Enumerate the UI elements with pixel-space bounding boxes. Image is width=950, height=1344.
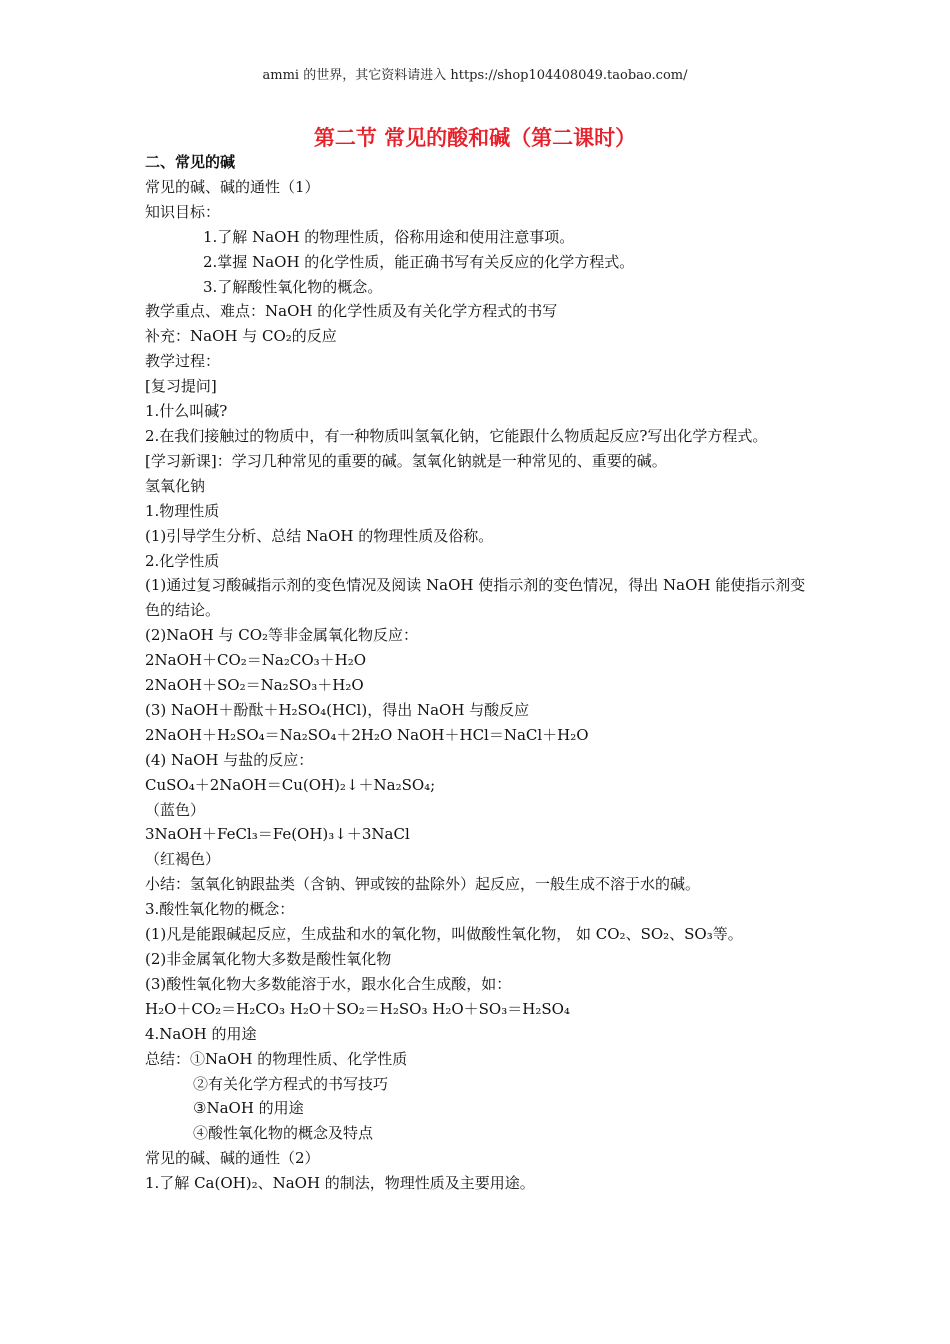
paragraph: 2.在我们接触过的物质中，有一种物质叫氢氧化钠，它能跟什么物质起反应?写出化学方程式。 — [145, 426, 768, 445]
summary-item: 总结：①NaOH 的物理性质、化学性质 — [145, 1049, 408, 1068]
section-heading: 二、常见的碱 — [145, 153, 236, 171]
paragraph: (3) NaOH＋酚酞＋H₂SO₄(HCl)，得出 NaOH 与酸反应 — [145, 700, 530, 719]
paragraph: 4.NaOH 的用途 — [145, 1024, 257, 1043]
paragraph: 3.酸性氧化物的概念： — [145, 900, 295, 919]
paragraph: 知识目标： — [145, 202, 221, 221]
paragraph: (1)凡是能跟碱起反应，生成盐和水的氧化物，叫做酸性氧化物， 如 CO₂、SO₂、SO₃等。 — [145, 925, 743, 944]
paragraph: 1.什么叫碱? — [145, 402, 228, 421]
objective-item: 3.了解酸性氧化物的概念。 — [203, 277, 383, 296]
paragraph: 小结：氢氧化钠跟盐类（含钠、钾或铵的盐除外）起反应，一般生成不溶于水的碱。 — [145, 875, 701, 894]
equation: H₂O＋CO₂＝H₂CO₃ H₂O＋SO₂＝H₂SO₃ H₂O＋SO₃＝H₂SO₄ — [145, 999, 570, 1018]
equation: CuSO₄＋2NaOH＝Cu(OH)₂↓＋Na₂SO₄; — [145, 775, 436, 794]
paragraph: (4) NaOH 与盐的反应： — [145, 750, 314, 769]
equation: 2NaOH＋SO₂＝Na₂SO₃＋H₂O — [145, 676, 364, 695]
equation: 2NaOH＋CO₂＝Na₂CO₃＋H₂O — [145, 651, 367, 670]
paragraph: [学习新课]：学习几种常见的重要的碱。氢氧化钠就是一种常见的、重要的碱。 — [145, 451, 667, 470]
subsection-heading: 常见的碱、碱的通性（1） — [145, 177, 320, 196]
equation: 3NaOH＋FeCl₃＝Fe(OH)₃↓＋3NaCl — [145, 825, 410, 844]
equation: 2NaOH＋H₂SO₄＝Na₂SO₄＋2H₂O NaOH＋HCl＝NaCl＋H₂O — [145, 725, 589, 744]
paragraph: (1)通过复习酸碱指示剂的变色情况及阅读 NaOH 使指示剂的变色情况，得出 NaOH 能使指示剂变色的结论。 — [145, 576, 806, 620]
objective-item: 1.了解 NaOH 的物理性质，俗称用途和使用注意事项。 — [203, 227, 575, 246]
paragraph: 1.物理性质 — [145, 501, 220, 520]
paragraph: （红褐色） — [145, 850, 221, 869]
document-body — [145, 150, 810, 1196]
summary-item: ③NaOH 的用途 — [193, 1099, 304, 1118]
subsection-heading: 常见的碱、碱的通性（2） — [145, 1149, 320, 1168]
paragraph: 1.了解 Ca(OH)₂、NaOH 的制法，物理性质及主要用途。 — [145, 1174, 535, 1193]
objective-item: 2.掌握 NaOH 的化学性质，能正确书写有关反应的化学方程式。 — [203, 252, 635, 271]
summary-item: ④酸性氧化物的概念及特点 — [193, 1124, 374, 1143]
document-title: 第二节 常见的酸和碱（第二课时） — [313, 126, 637, 150]
paragraph: [复习提问] — [145, 377, 217, 396]
paragraph: (2)非金属氧化物大多数是酸性氧化物 — [145, 950, 392, 968]
paragraph: (3)酸性氧化物大多数能溶于水，跟水化合生成酸，如： — [145, 974, 512, 993]
paragraph: 教学重点、难点：NaOH 的化学性质及有关化学方程式的书写 — [145, 302, 558, 321]
header-text: ammi 的世界，其它资料请进入 https://shop104408049.taobao.com/ — [262, 68, 688, 83]
paragraph: (2)NaOH 与 CO₂等非金属氧化物反应： — [145, 626, 419, 645]
paragraph: 补充：NaOH 与 CO₂的反应 — [145, 327, 337, 346]
summary-item: ②有关化学方程式的书写技巧 — [193, 1074, 389, 1093]
paragraph: （蓝色） — [145, 800, 206, 819]
paragraph: 2.化学性质 — [145, 551, 220, 570]
paragraph: 氢氧化钠 — [145, 476, 206, 495]
paragraph: (1)引导学生分析、总结 NaOH 的物理性质及俗称。 — [145, 526, 494, 545]
paragraph: 教学过程： — [145, 352, 221, 371]
